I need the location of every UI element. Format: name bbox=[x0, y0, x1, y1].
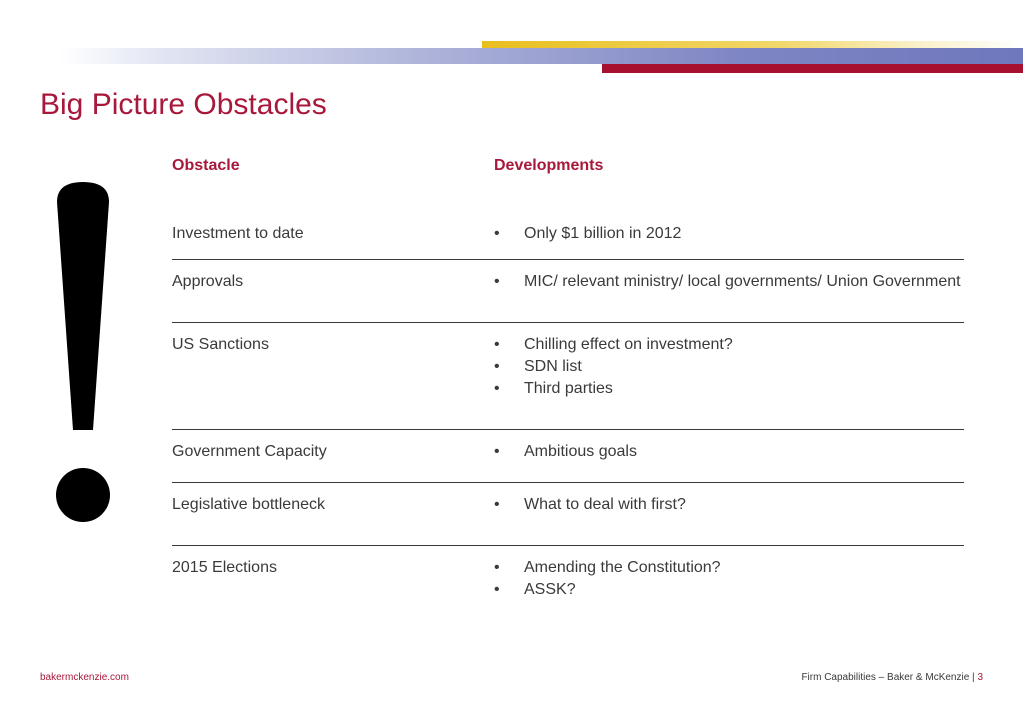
row-divider bbox=[172, 322, 964, 323]
footer-caption bbox=[801, 672, 983, 683]
developments-list bbox=[494, 557, 964, 601]
bullet-icon: • bbox=[494, 273, 500, 290]
developments-list bbox=[494, 441, 964, 463]
row-divider bbox=[172, 545, 964, 546]
list-item: • SDN list bbox=[494, 356, 964, 378]
page-number: 3 bbox=[977, 672, 983, 683]
row-divider bbox=[172, 482, 964, 483]
bullet-icon: • bbox=[494, 443, 500, 460]
footer-website-link[interactable]: bakermckenzie.com bbox=[40, 672, 129, 683]
bullet-icon: • bbox=[494, 225, 500, 242]
bullet-icon: • bbox=[494, 336, 500, 353]
developments-list bbox=[494, 334, 964, 400]
list-item: • Only $1 billion in 2012 bbox=[494, 223, 964, 245]
row-divider bbox=[172, 259, 964, 260]
bullet-icon: • bbox=[494, 380, 500, 397]
developments-list bbox=[494, 494, 964, 516]
obstacle-cell: 2015 Elections bbox=[172, 559, 277, 576]
header-blue-band bbox=[60, 48, 1023, 64]
obstacle-cell: Government Capacity bbox=[172, 443, 327, 460]
row-divider bbox=[172, 429, 964, 430]
bullet-icon: • bbox=[494, 496, 500, 513]
footer-caption-text: Firm Capabilities – Baker & McKenzie | bbox=[801, 672, 978, 683]
list-item: • Third parties bbox=[494, 378, 964, 400]
developments-list bbox=[494, 271, 964, 293]
developments-list bbox=[494, 223, 964, 245]
obstacle-column-header: Obstacle bbox=[172, 157, 240, 174]
list-item: • ASSK? bbox=[494, 579, 964, 601]
list-item: • What to deal with first? bbox=[494, 494, 964, 516]
obstacle-cell: Legislative bottleneck bbox=[172, 496, 325, 513]
bullet-icon: • bbox=[494, 358, 500, 375]
list-item: • Chilling effect on investment? bbox=[494, 334, 964, 356]
obstacle-cell: US Sanctions bbox=[172, 336, 269, 353]
obstacle-cell: Approvals bbox=[172, 273, 244, 290]
obstacle-cell: Investment to date bbox=[172, 225, 304, 242]
slide-title: Big Picture Obstacles bbox=[40, 88, 327, 121]
list-item: • Amending the Constitution? bbox=[494, 557, 964, 579]
header-red-band bbox=[602, 64, 1023, 73]
list-item: • Ambitious goals bbox=[494, 441, 964, 463]
bullet-icon: • bbox=[494, 559, 500, 576]
list-item: • MIC/ relevant ministry/ local governments/ Union Government bbox=[494, 271, 964, 293]
developments-column-header: Developments bbox=[494, 157, 604, 174]
exclamation-icon bbox=[48, 180, 118, 530]
bullet-icon: • bbox=[494, 581, 500, 598]
